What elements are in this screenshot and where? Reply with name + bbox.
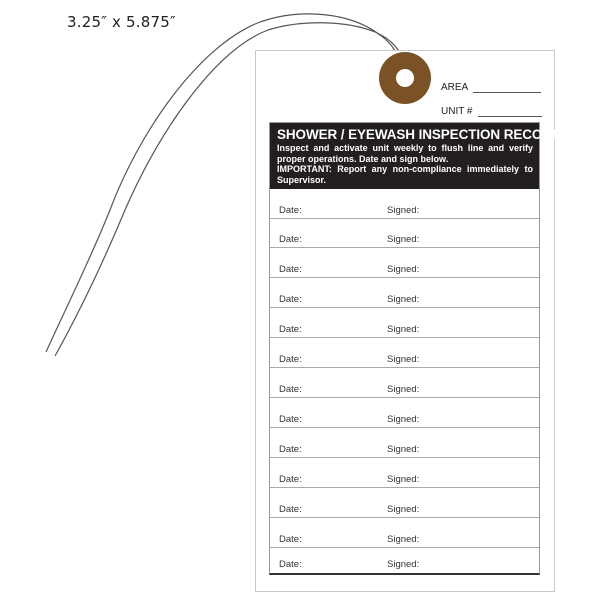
signed-label: Signed: [387,384,420,395]
signed-label: Signed: [387,414,420,425]
date-label: Date: [279,294,302,305]
date-label: Date: [279,504,302,515]
area-label: AREA [441,82,469,93]
date-label: Date: [279,414,302,425]
signed-label: Signed: [387,294,420,305]
inspection-row[interactable] [270,398,539,428]
area-field[interactable] [441,82,541,93]
inspection-row[interactable] [270,189,539,219]
inspection-row[interactable] [270,308,539,338]
tag-size-label: 3.25″ x 5.875″ [67,13,176,31]
inspection-row[interactable] [270,428,539,458]
area-input-line[interactable] [473,82,541,93]
date-label: Date: [279,384,302,395]
inspection-row[interactable] [270,518,539,548]
grommet-reinforcement [379,52,431,104]
date-label: Date: [279,324,302,335]
inspection-row[interactable] [270,278,539,308]
inspection-row[interactable] [270,248,539,278]
unit-field[interactable] [441,106,542,117]
signed-label: Signed: [387,444,420,455]
record-title: SHOWER / EYEWASH INSPECTION RECORD [277,127,562,142]
date-label: Date: [279,534,302,545]
signed-label: Signed: [387,205,420,216]
inspection-record-panel [269,122,562,575]
inspection-row[interactable] [270,338,539,368]
date-label: Date: [279,354,302,365]
signed-label: Signed: [387,559,420,570]
unit-input-line[interactable] [478,106,542,117]
date-label: Date: [279,474,302,485]
signed-label: Signed: [387,504,420,515]
signed-label: Signed: [387,534,420,545]
record-header [270,123,562,189]
unit-label: UNIT # [441,106,473,117]
date-label: Date: [279,205,302,216]
signed-label: Signed: [387,324,420,335]
inspection-row[interactable] [270,546,539,572]
date-label: Date: [279,264,302,275]
signed-label: Signed: [387,264,420,275]
date-label: Date: [279,559,302,570]
signed-label: Signed: [387,234,420,245]
date-label: Date: [279,234,302,245]
record-important-note: IMPORTANT: Report any non-compliance immediately to Supervisor. [277,164,533,185]
inspection-row[interactable] [270,488,539,518]
grommet-hole [396,69,414,87]
record-instructions: Inspect and activate unit weekly to flush line and verify proper operations. Date and sign below. [277,143,533,164]
date-label: Date: [279,444,302,455]
inspection-row[interactable] [270,218,539,248]
inspection-row[interactable] [270,458,539,488]
inspection-row[interactable] [270,368,539,398]
signed-label: Signed: [387,474,420,485]
signed-label: Signed: [387,354,420,365]
